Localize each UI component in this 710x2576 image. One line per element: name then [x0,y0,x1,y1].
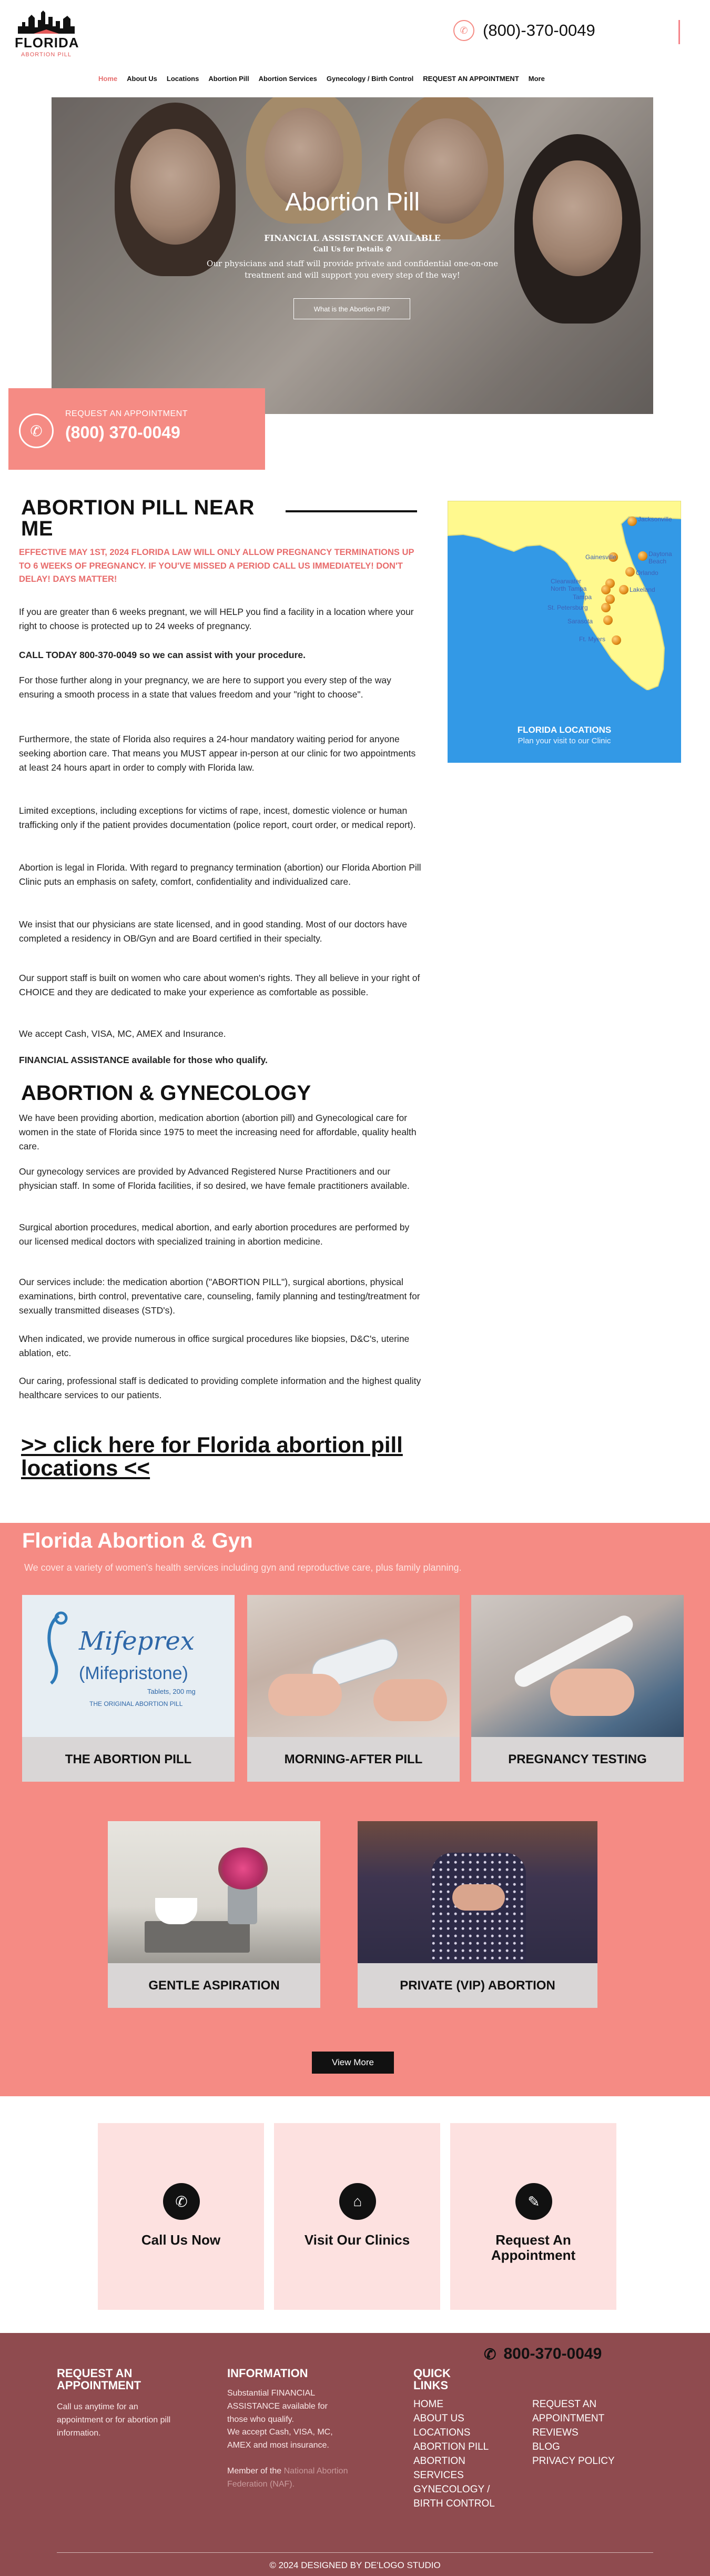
nav-more[interactable]: More [528,75,545,83]
mifeprex-generic: (Mifepristone) [79,1663,188,1683]
call-us-now-tile[interactable] [98,2123,264,2310]
request-appointment-tile[interactable] [450,2123,616,2310]
footer-link-abortion-services[interactable]: ABORTION SERVICES [413,2456,465,2481]
hero-call-text: Call Us for Details [313,246,383,254]
hero-financial: FINANCIAL ASSISTANCE AVAILABLE [264,233,441,243]
mifeprex-image [22,1595,235,1737]
morning-after-image [247,1595,460,1737]
service-card-morning-after[interactable] [247,1595,460,1782]
footer-link-about[interactable]: ABOUT US [413,2413,464,2424]
hero-title: Abortion Pill [285,188,420,216]
nav-request-appointment[interactable]: REQUEST AN APPOINTMENT [423,75,519,83]
city-label: Ft. Myers [579,635,605,643]
tile-label[interactable]: Call Us Now [141,2232,221,2248]
brand-name: FLORIDA [15,35,79,50]
site-logo[interactable] [15,11,78,58]
hand-shape [268,1674,342,1716]
nav-abortion-services[interactable]: Abortion Services [258,75,317,83]
city-label: North Tampa [551,585,587,592]
nav-locations[interactable]: Locations [166,75,199,83]
city-label: St. Petersburg [547,604,588,611]
appointment-label: REQUEST AN APPOINTMENT [65,409,188,418]
hand-shape [373,1679,447,1721]
vase-shape [228,1884,257,1924]
paragraph: For those further along in your pregnancy, we are here to support you every step of the way ensuring a smooth process in a state that values freedom and your "right to choose". [19,675,391,700]
service-label[interactable]: GENTLE ASPIRATION [108,1963,320,2008]
figure-logo-icon [38,1611,75,1684]
financial-paragraph: FINANCIAL ASSISTANCE available for those who qualify. [19,1055,268,1065]
map-pin[interactable] [627,517,637,526]
paragraph: Limited exceptions, including exceptions for victims of rape, incest, domestic violence or human trafficking only if the patient provides documentation (police report, court order, or medical report). [19,805,416,831]
phone-icon: ✆ [484,2346,496,2362]
paragraph: If you are greater than 6 weeks pregnant, we will HELP you find a facility in a location where your right to choose is protected up to 24 weeks of pregnancy. [19,607,414,632]
pregnancy-test-image [471,1595,684,1737]
footer-information-title: INFORMATION [227,2367,308,2380]
mifeprex-note: THE ORIGINAL ABORTION PILL [89,1700,183,1708]
hero-call [52,246,653,254]
footer-link-gynecology[interactable]: GYNECOLOGY / BIRTH CONTROL [413,2484,495,2509]
site-header [0,0,710,97]
service-card-private-vip[interactable] [358,1821,597,2008]
tile-label[interactable]: Request An Appointment [491,2232,576,2263]
paragraph: Our support staff is built on women who care about women's rights. They all believe in your right of CHOICE and they are dedicated to make your experience as comfortable as possible. [19,973,420,998]
abortion-pill-info-button[interactable]: What is the Abortion Pill? [293,298,410,319]
phone-icon: ✆ [453,20,474,41]
footer-info-financial: Substantial FINANCIAL ASSISTANCE available for those who qualify. [227,2389,328,2424]
request-appointment-box[interactable] [8,388,265,470]
map-pin[interactable] [619,585,628,594]
phone-icon: ✆ [19,413,54,448]
map-pin[interactable] [601,585,611,594]
nav-gynecology[interactable]: Gynecology / Birth Control [326,75,414,83]
footer-link-home[interactable]: HOME [413,2399,443,2410]
footer-quick-links-title: QUICK LINKS [413,2367,451,2392]
books-shape [145,1921,250,1953]
city-label: Jacksonville [638,516,672,523]
cup-shape [155,1898,197,1924]
call-today-paragraph: CALL TODAY 800-370-0049 so we can assist with your procedure. [19,650,306,660]
paragraph: Furthermore, the state of Florida also requires a 24-hour mandatory waiting period for anyone seeking abortion care. That means you MUST appear in-person at our clinic for two appointments at least 24 hours apart in order to comply with Florida law. [19,734,416,773]
service-card-abortion-pill[interactable] [22,1595,235,1782]
page-title: ABORTION PILL NEAR ME [21,496,255,540]
footer-phone-number[interactable]: 800-370-0049 [503,2345,602,2362]
paragraph: We have been providing abortion, medication abortion (abortion pill) and Gynecological care for women in the state of Florida since 1975 to meet the increasing need for affordable, quality health care. [19,1113,417,1152]
footer-divider [57,2552,653,2553]
phone-icon: ✆ [386,246,392,254]
city-label: Clearwater [551,578,582,585]
service-label[interactable]: MORNING-AFTER PILL [247,1737,460,1782]
footer-info-member [227,2465,359,2491]
mifeprex-dose: Tablets, 200 mg [147,1688,196,1695]
title-rule [286,510,417,512]
service-card-gentle-aspiration[interactable] [108,1821,320,2008]
payment-paragraph: We accept Cash, VISA, MC, AMEX and Insurance. [19,1028,226,1039]
main-nav [94,72,550,86]
section-title: ABORTION & GYNECOLOGY [21,1082,311,1105]
footer-link-request-appointment[interactable]: REQUEST AN APPOINTMENT [532,2399,605,2424]
city-label: Lakeland [630,586,655,593]
florida-locations-map[interactable] [448,501,681,763]
footer-link-privacy[interactable]: PRIVACY POLICY [532,2456,615,2467]
services-paragraph: Our services include: the medication abortion ("ABORTION PILL"), surgical abortions, physical examinations, birth control, preventative care, counseling, family planning and testing/treatment for sexually transmitted diseases (STD's). [19,1277,420,1316]
member-text: Member of the [227,2467,282,2476]
map-pin[interactable] [625,567,635,577]
phone-icon: ✆ [163,2183,200,2220]
service-label[interactable]: THE ABORTION PILL [22,1737,235,1782]
map-pin[interactable] [638,551,647,561]
paragraph: Abortion is legal in Florida. With regard to pregnancy termination (abortion) our Florida Abortion Pill Clinic puts an emphasis on safety, comfort, confidentiality and individualized care. [19,862,421,887]
flowers-shape [218,1847,268,1890]
service-card-pregnancy-testing[interactable] [471,1595,684,1782]
hero-description: Our physicians and staff will provide private and confidential one-on-one treatment and will support you every step of the way! [207,259,498,280]
copyright: © 2024 DESIGNED BY DE'LOGO STUDIO [269,2560,441,2570]
mifeprex-brand: Mifeprex [79,1627,195,1656]
edit-icon: ✎ [515,2183,552,2220]
visit-clinics-tile[interactable] [274,2123,440,2310]
naf-link[interactable]: National Abortion Federation (NAF). [227,2467,348,2489]
nav-abortion-pill[interactable]: Abortion Pill [208,75,249,83]
hands-shape [452,1884,505,1911]
tile-label[interactable]: Visit Our Clinics [304,2232,410,2248]
footer-appointment-title: REQUEST AN APPOINTMENT [57,2367,141,2392]
services-subtitle: We cover a variety of women's health services including gyn and reproductive care, plus family planning. [24,1562,462,1573]
hand-shape [550,1669,634,1716]
paragraph: Our gynecology services are provided by Advanced Registered Nurse Practitioners and our physician staff. In some of Florida facilities, if so desired, we have female practitioners available. [19,1166,410,1191]
map-subcaption: Plan your visit to our Clinic [518,736,611,745]
city-label: Gainesville [585,553,616,561]
footer-link-locations[interactable]: LOCATIONS [413,2427,471,2438]
header-phone[interactable] [453,20,595,41]
paragraph: When indicated, we provide numerous in office surgical procedures like biopsies, D&C's, uterine ablation, etc. [19,1334,410,1359]
header-accent-bar [678,20,680,44]
footer-link-abortion-pill[interactable]: ABORTION PILL [413,2441,489,2452]
nav-home[interactable]: Home [98,75,118,83]
home-icon: ⌂ [339,2183,376,2220]
hero-overlay [52,97,653,414]
view-more-button[interactable]: View More [312,2052,394,2074]
header-phone-number[interactable]: (800)-370-0049 [483,21,595,39]
skyline-logo-icon [18,11,75,34]
brand-tagline: ABORTION PILL [21,52,72,58]
footer-link-reviews[interactable]: REVIEWS [532,2427,579,2438]
appointment-phone[interactable]: (800) 370-0049 [65,423,180,442]
aspiration-image [108,1821,320,1963]
law-notice: EFFECTIVE MAY 1ST, 2024 FLORIDA LAW WILL ONLY ALLOW PREGNANCY TERMINATIONS UP TO 6 WEEKS OF PREGNANCY. IF YOU'VE MISSED A PERIOD CALL US IMMEDIATELY! DON'T DELAY! DAYS MATTER! [19,548,414,584]
locations-link[interactable]: >> click here for Florida abortion pill locations << [21,1432,403,1481]
footer-phone[interactable] [484,2345,602,2363]
city-label: Tampa [573,593,592,601]
service-label[interactable]: PRIVATE (VIP) ABORTION [358,1963,597,2008]
footer-appointment-text: Call us anytime for an appointment or for abortion pill information. [57,2402,171,2438]
city-label: Sarasota [567,618,593,625]
city-label: Daytona Beach [648,550,672,565]
vip-image [358,1821,597,1963]
map-pin[interactable] [612,635,621,645]
paragraph: We insist that our physicians are state licensed, and in good standing. Most of our doctors have completed a residency in OB/Gyn and are Board certified in their specialty. [19,919,408,944]
hero-banner [52,97,653,414]
nav-about-us[interactable]: About Us [127,75,157,83]
florida-map-icon [448,501,681,690]
services-title: Florida Abortion & Gyn [22,1529,253,1552]
map-pin[interactable] [603,615,613,625]
footer-link-blog[interactable]: BLOG [532,2441,560,2452]
paragraph: Surgical abortion procedures, medical abortion, and early abortion procedures are performed by our licensed medical doctors with specialized training in abortion medicine. [19,1222,410,1247]
service-label[interactable]: PREGNANCY TESTING [471,1737,684,1782]
city-label: Orlando [636,569,658,577]
footer-info-payment: We accept Cash, VISA, MC, AMEX and most insurance. [227,2428,333,2450]
map-pin[interactable] [601,603,611,612]
paragraph: Our caring, professional staff is dedicated to providing complete information and the highest quality healthcare services to our patients. [19,1376,421,1401]
map-caption: FLORIDA LOCATIONS [517,725,612,735]
